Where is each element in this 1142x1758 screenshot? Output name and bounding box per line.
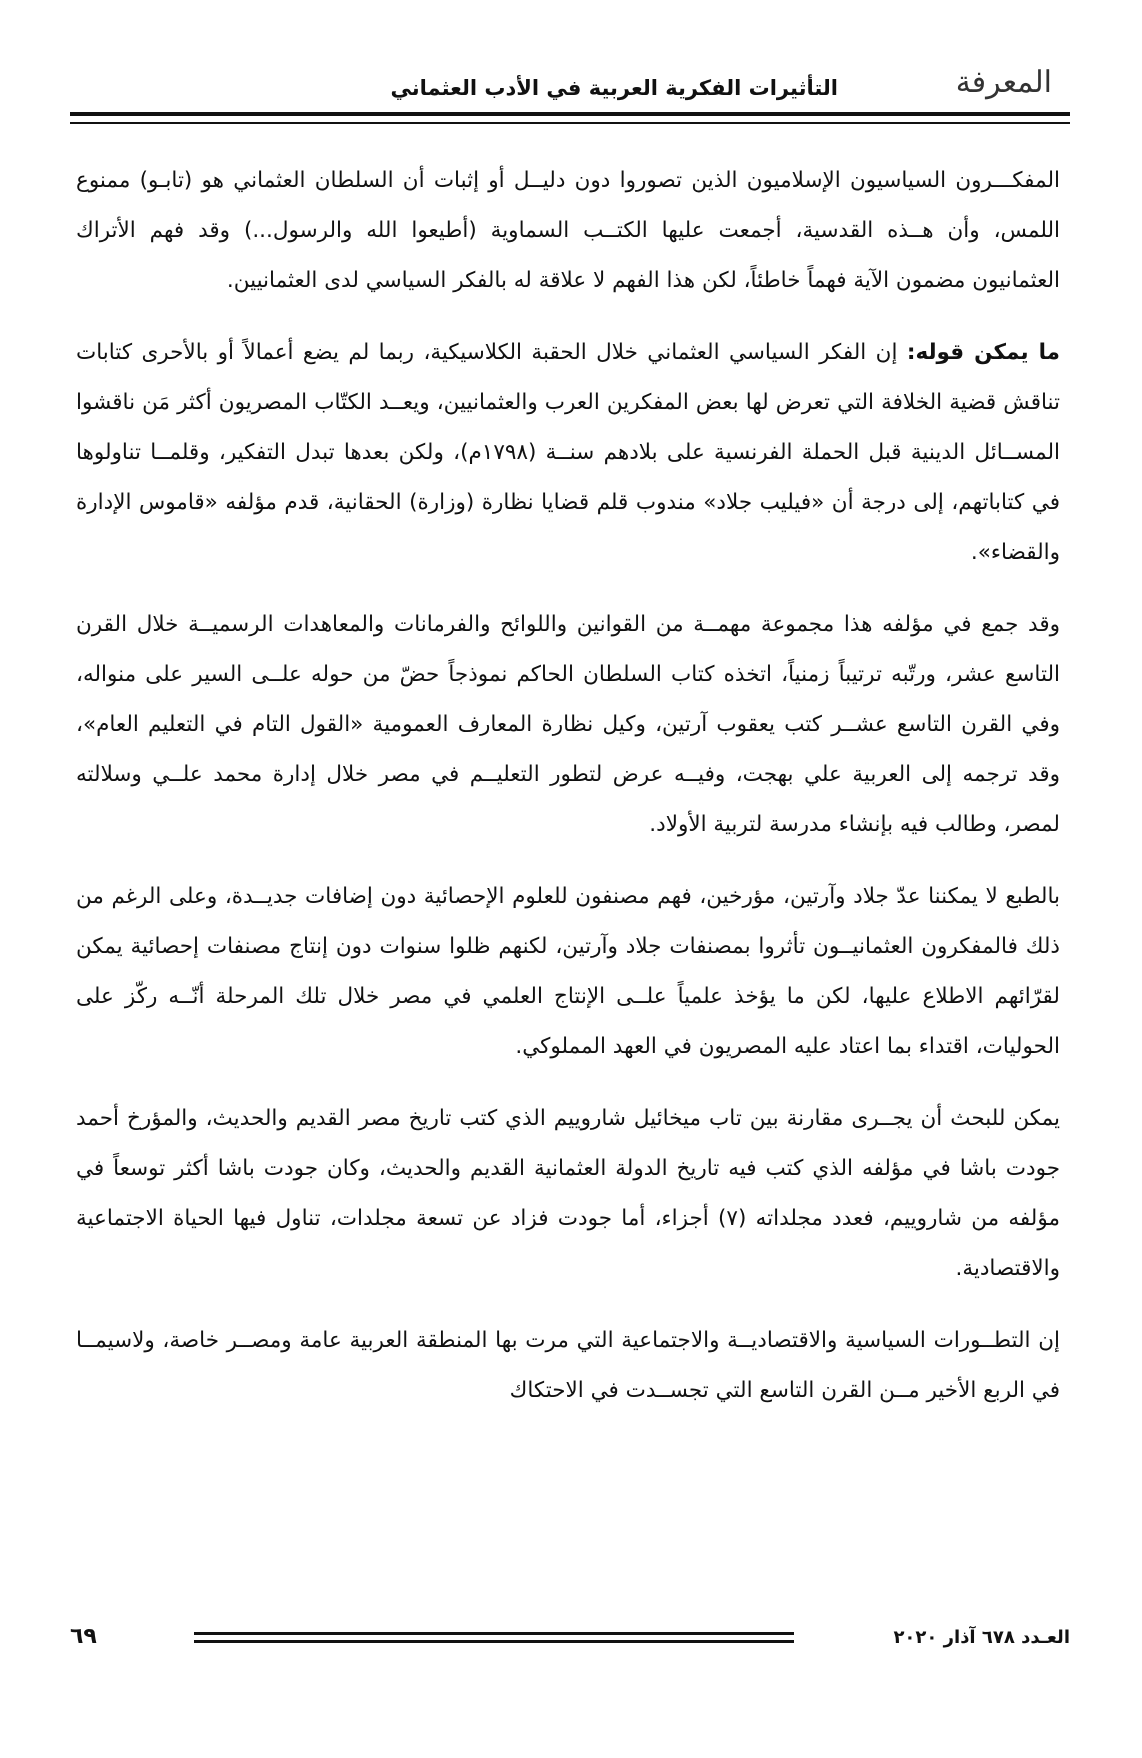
paragraph [76, 1316, 1060, 1416]
header-rule-thin [70, 122, 1070, 124]
paragraph-text: إن التطــورات السياسية والاقتصاديــة والاجتماعية التي مرت بها المنطقة العربية عامة ومصــر خاصة، ولاسيمــا في الربع الأخير مــن القرن التاسع التي تجســدت في الاحتكاك [76, 1328, 1060, 1403]
paragraph [76, 872, 1060, 1072]
paragraph [76, 156, 1060, 306]
paragraph [76, 600, 1060, 850]
paragraph-text: يمكن للبحث أن يجــرى مقارنة بين تاب ميخائيل شاروييم الذي كتب تاريخ مصر القديم والحديث، والمؤرخ أحمد جودت باشا في مؤلفه الذي كتب فيه تاريخ الدولة العثمانية القديم والحديث، وكان جودت باشا أكثر توسعاً في مؤلفه من شاروييم، فعدد مجلداته (٧) أجزاء، أما جودت فزاد عن تسعة مجلدات، تناول فيها الحياة الاجتماعية والاقتصادية. [76, 1106, 1060, 1281]
paragraph [76, 328, 1060, 578]
footer-rule [194, 1640, 794, 1643]
running-header [70, 60, 1070, 112]
page-footer [70, 1622, 1070, 1662]
magazine-logo: المعرفة [955, 65, 1052, 100]
page-number: ٦٩ [70, 1624, 97, 1649]
paragraph [76, 1094, 1060, 1294]
footer-rule [194, 1632, 794, 1635]
header-rule-thick [70, 112, 1070, 116]
paragraph-text: بالطبع لا يمكننا عدّ جلاد وآرتين، مؤرخين، فهم مصنفون للعلوم الإحصائية دون إضافات جديــدة، وعلى الرغم من ذلك فالمفكرون العثمانيــون تأثروا بمصنفات جلاد وآرتين، لكنهم ظلوا سنوات دون إنتاج مصنفات إحصائية يمكن لقرّائهم الاطلاع عليها، لكن ما يؤخذ علمياً علــى الإنتاج العلمي في مصر خلال تلك المرحلة أنّــه ركّز على الحوليات، اقتداء بما اعتاد عليه المصريون في العهد المملوكي. [76, 884, 1060, 1059]
paragraph-text: إن الفكر السياسي العثماني خلال الحقبة الكلاسيكية، ربما لم يضع أعمالاً أو بالأحرى كتابات تناقش قضية الخلافة التي تعرض لها بعض المفكرين العرب والعثمانيين، ويعــد الكتّاب المصريون أكثر مَن ناقشوا المســائل الدينية قبل الحملة الفرنسية على بلادهم سنــة (١٧٩٨م)، ولكن بعدها تبدل التفكير، وقلمــا تناولوها في كتاباتهم، إلى درجة أن «فيليب جلاد» مندوب قلم قضايا نظارة (وزارة) الحقانية، قدم مؤلفه «قاموس الإدارة والقضاء». [76, 340, 1060, 565]
article-body [76, 156, 1060, 1438]
issue-info: العـدد ٦٧٨ آذار ٢٠٢٠ [893, 1627, 1070, 1648]
paragraph-text: وقد جمع في مؤلفه هذا مجموعة مهمــة من القوانين واللوائح والفرمانات والمعاهدات الرسميــة خلال القرن التاسع عشر، ورتّبه ترتيباً زمنياً، اتخذه كتاب السلطان الحاكم نموذجاً حضّ من حوله علــى السير على منواله، وفي القرن التاسع عشــر كتب يعقوب آرتين، وكيل نظارة المعارف العمومية «القول التام في التعليم العام»، وقد ترجمه إلى العربية علي بهجت، وفيــه عرض لتطور التعليــم في مصر خلال إدارة محمد علــي وسلالته لمصر، وطالب فيه بإنشاء مدرسة لتربية الأولاد. [76, 612, 1060, 837]
running-title: التأثيرات الفكرية العربية في الأدب العثماني [390, 76, 838, 100]
paragraph-text: المفكـــرون السياسيون الإسلاميون الذين تصوروا دون دليــل أو إثبات أن السلطان العثماني هو (تابـو) ممنوع اللمس، وأن هــذه القدسية، أجمعت عليها الكتــب السماوية (أطيعوا الله والرسول...) وقد فهم الأتراك العثمانيون مضمون الآية فهماً خاطئاً، لكن هذا الفهم لا علاقة له بالفكر السياسي لدى العثمانيين. [76, 168, 1060, 293]
paragraph-lead: ما يمكن قوله: [906, 340, 1060, 365]
